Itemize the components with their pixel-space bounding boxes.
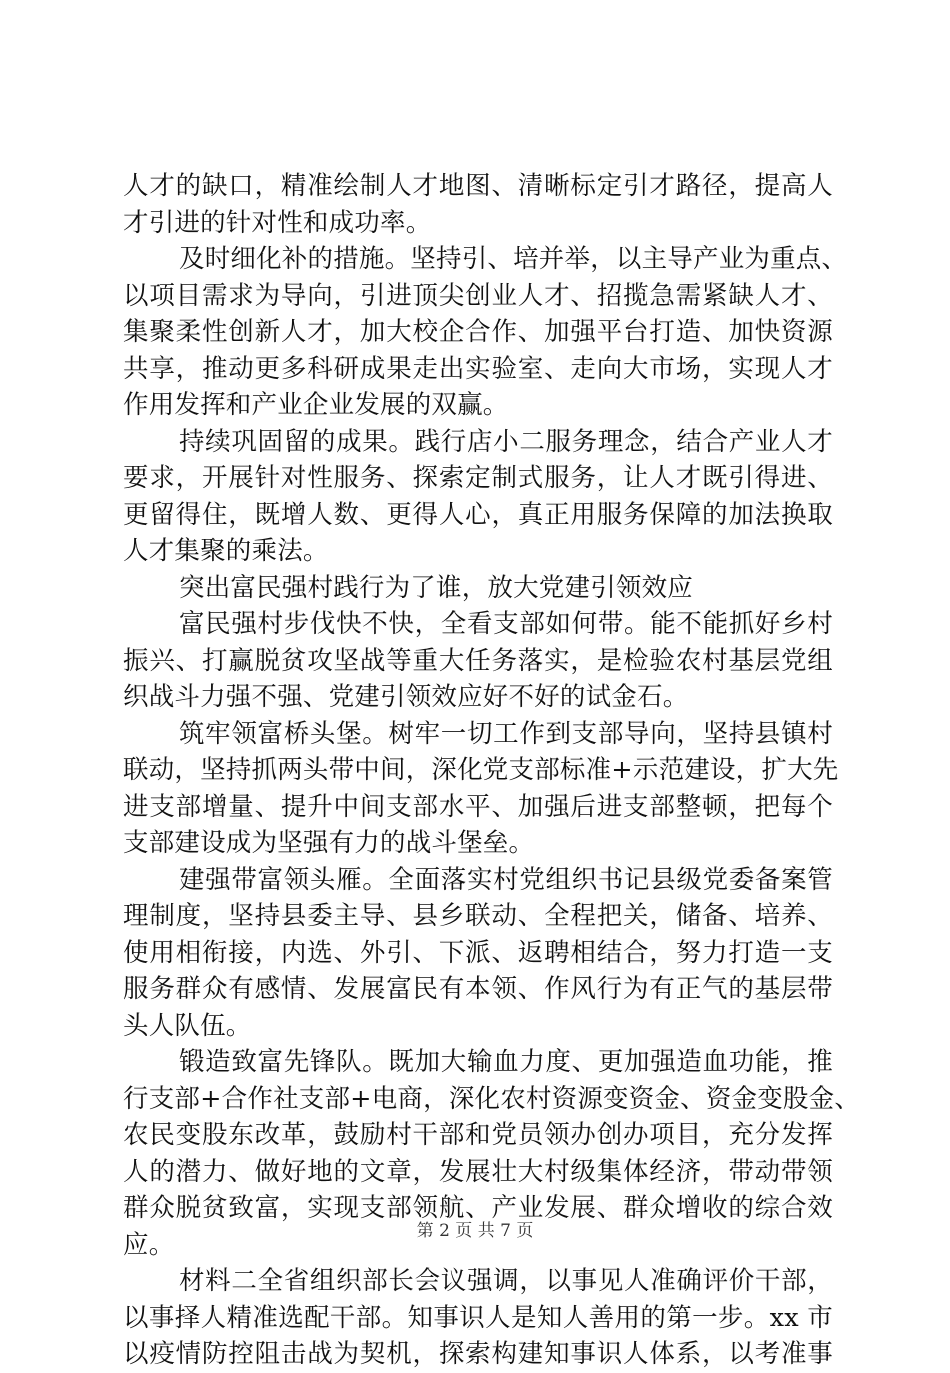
text-line: 集聚柔性创新人才，加大校企合作、加强平台打造、加快资源 xyxy=(123,317,833,347)
text-line: 使用相衔接，内选、外引、下派、返聘相结合，努力打造一支 xyxy=(123,937,833,968)
text-line: 筑牢领富桥头堡。树牢一切工作到支部导向，坚持县镇村 xyxy=(179,718,833,749)
text-line: 持续巩固留的成果。践行店小二服务理念，结合产业人才 xyxy=(179,426,833,457)
text-line: 联动，坚持抓两头带中间，深化党支部标准+示范建设，扩大先 xyxy=(123,755,839,785)
text-line: 行支部+合作社支部+电商，深化农村资源变资金、资金变股金、 xyxy=(123,1083,861,1114)
text-line: 更留得住，既增人数、更得人心，真正用服务保障的加法换取 xyxy=(123,499,833,530)
text-line: 作用发挥和产业企业发展的双赢。 xyxy=(123,390,509,420)
text-line: 材料二全省组织部长会议强调，以事见人准确评价干部， xyxy=(179,1266,833,1296)
text-line: 人的潜力、做好地的文章，发展壮大村级集体经济，带动带领 xyxy=(123,1156,833,1187)
text-line: 进支部增量、提升中间支部水平、加强后进支部整顿，把每个 xyxy=(123,791,833,822)
text-line: 理制度，坚持县委主导、县乡联动、全程把关，储备、培养、 xyxy=(123,901,833,931)
text-line: 人才的缺口，精准绘制人才地图、清晰标定引才路径，提高人 xyxy=(123,171,833,201)
text-line: 以事择人精准选配干部。知事识人是知人善用的第一步。xx 市 xyxy=(123,1302,833,1333)
text-line: 振兴、打赢脱贫攻坚战等重大任务落实，是检验农村基层党组 xyxy=(123,645,833,676)
text-line: 锻造致富先锋队。既加大输血力度、更加强造血功能，推 xyxy=(179,1047,833,1077)
page-footer: 第 2 页 共 7 页 xyxy=(416,1221,534,1241)
text-line: 及时细化补的措施。坚持引、培并举，以主导产业为重点、 xyxy=(179,244,848,274)
text-line: 群众脱贫致富，实现支部领航、产业发展、群众增收的综合效 xyxy=(123,1193,833,1223)
text-line: 要求，开展针对性服务、探索定制式服务，让人才既引得进、 xyxy=(123,463,833,493)
text-line: 支部建设成为坚强有力的战斗堡垒。 xyxy=(123,828,535,858)
text-line: 以项目需求为导向，引进顶尖创业人才、招揽急需紧缺人才、 xyxy=(123,280,833,311)
text-line: 以疫情防控阻击战为契机，探索构建知事识人体系，以考准事 xyxy=(123,1339,833,1369)
text-line: 服务群众有感情、发展富民有本领、作风行为有正气的基层带 xyxy=(123,974,833,1004)
text-line: 头人队伍。 xyxy=(123,1010,252,1041)
text-line: 人才集聚的乘法。 xyxy=(123,536,329,566)
text-line: 织战斗力强不强、党建引领效应好不好的试金石。 xyxy=(123,682,689,712)
text-line: 突出富民强村践行为了谁，放大党建引领效应 xyxy=(179,572,694,603)
text-line: 富民强村步伐快不快，全看支部如何带。能不能抓好乡村 xyxy=(179,609,833,639)
text-line: 应。 xyxy=(123,1229,175,1260)
text-line: 才引进的针对性和成功率。 xyxy=(123,207,432,238)
document-body xyxy=(123,168,861,1373)
text-line: 农民变股东改革，鼓励村干部和党员领办创办项目，充分发挥 xyxy=(123,1120,833,1150)
text-line: 建强带富领头雁。全面落实村党组织书记县级党委备案管 xyxy=(179,864,833,895)
text-line: 共享，推动更多科研成果走出实验室、走向大市场，实现人才 xyxy=(123,353,833,384)
